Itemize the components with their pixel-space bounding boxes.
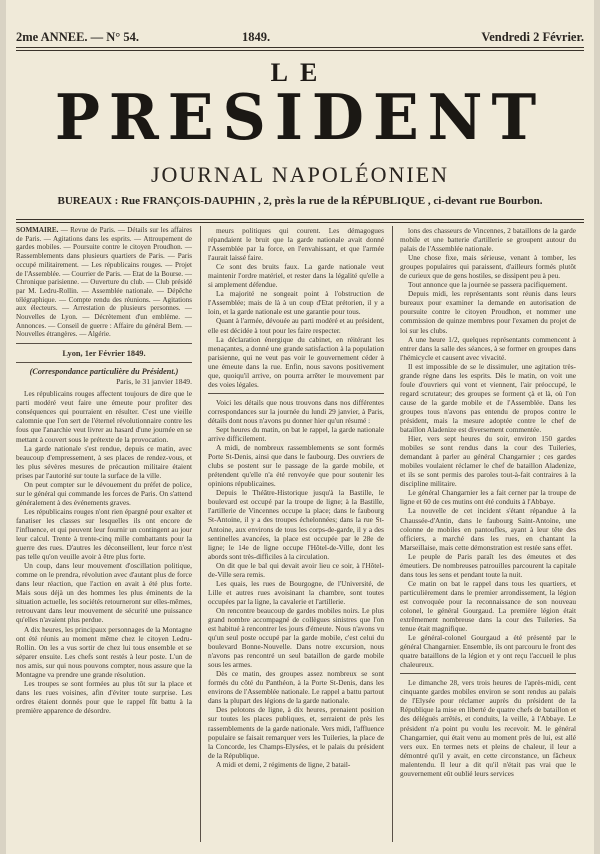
article-paragraph: A midi et demi, 2 régiments de ligne, 2 batail- — [216, 759, 351, 769]
top-rule-2 — [16, 50, 584, 51]
article-paragraph: Tout annonce que la journée se passera pacifiquement. — [408, 280, 568, 290]
article-paragraph: Les quais, les rues de Bourgogne, de l'Université, de Lille et autres rues avoisinant la chambre, sont toutes occupées par la ligne, la cavalerie et l'artillerie. — [208, 578, 384, 606]
issue-date: Vendredi 2 Février. — [481, 30, 584, 44]
article-paragraph: Ce matin on bat le rappel dans tous les quartiers, et particulièrement dans le premier arrondissement, la légion est convoquée pour la reconnaissance de son nouveau colonel, le général Gourgaud. La première légion était extrêmement nombreuse dans la cour des Tuileries. Sa tenue était magnifique. — [400, 578, 576, 634]
article-paragraph: Depuis le Théâtre-Historique jusqu'à la Bastille, le boulevard est occupé par la troupe de ligne; à la Bastille, l'artillerie de Vincennes occupe la place; dans le faubourg St-Antoine, il y a des troupes échelonnées; dans la rue St-Antoine, aux environs de tous les corps-de-garde, il y a des sentinelles avancées, la place est occupée par le 28e de ligne; le 14e de ligne occupe l'Hôtel-de-Ville, dont les abords sont très-difficiles à la circulation. — [208, 488, 384, 561]
article-paragraph: A dix heures, les principaux personnages de la Montagne ont été réunis au moment même chez le citoyen Ledru-Rollin. On les a vus sortir de chez lui tous ensemble et se séparer ensuite. Les chefs sont restés à leur poste. L'un de nos amis, sur qui nous pouvons compter, nous assure que la Montagne va prendre une grande résolution. — [16, 624, 192, 679]
article-paragraph: Voici les détails que nous trouvons dans nos différentes correspondances sur la journée du lundi 29 janvier, à Paris, détails dont nous n'avons pu donner hier qu'un résumé : — [208, 397, 384, 425]
header-bottom-rule-2 — [16, 222, 584, 223]
article-paragraph: Un coup, dans leur mouvement d'oscillation politique, comme on le prendra, révolution avec d'autant plus de force dans leur réaction, que l'action en avait à été plus forte. Mais sous déjà un des hommes les plus éminents de la situation actuelle, les sociétés retourneront sur elles-mêmes, retrouvant dans leur mouvement de sécurité une puissance qu'elles n'avaient plus perdue. — [16, 561, 192, 625]
column-3 — [400, 226, 576, 844]
article-paragraph: Les républicains rouges n'ont rien épargné pour exalter et fanatiser les classes sur lesquelles ils ont encore de l'influence, et qui peuvent leur fournir un contingent au jour leur calcul. Trente à trente-cinq mille combattants pour la guerre des rues. D'autres les déconseillent, leur force n'est pas telle qu'on veuille avoir à être plus forte. — [16, 506, 192, 562]
masthead — [18, 60, 582, 155]
article-paragraph: A midi, de nombreux rassemblements se sont formés Porte St-Denis, ainsi que dans le faubourg. Des ouvriers de clubs se postent sur le passage de la garde mobile, et prétendent qu'elle n'a été renvoyée que pour soutenir les opinions républicaines. — [208, 443, 384, 489]
article-paragraph: La majorité ne songeait point à l'obstruction de l'Assemblée; mais de là à un coup d'Etat prétorien, il y a loin, et la garde nationale est une garantie pour tous. — [208, 289, 384, 317]
column-separator — [392, 226, 393, 842]
article-paragraph: Les républicains rouges affectent toujours de dire que le parti modéré veut faire une émeute pour profiter des conséquences qui pourraient en résulter. C'est une vieille calomnie que l'on sert de l'éternel révolutionnaire contre les fous que l'anarchie veut livrer au hasard d'une journée en se mettant à couvert sous le prétexte de la provocation. — [16, 389, 192, 444]
column-2 — [208, 226, 384, 844]
article-paragraph: Depuis midi, les représentants sont réunis dans leurs bureaux pour examiner la demande en autorisation de poursuite contre le citoyen Proudhon, et nommer une commission de quinze membres pour l'examen du projet de loi sur les clubs. — [400, 289, 576, 335]
article-paragraph: On peut compter sur le dévouement du préfet de police, sur le général qui commande les forces de Paris. On s'attend généralement à des événements graves. — [16, 479, 192, 507]
top-rule — [16, 47, 584, 48]
masthead-le: LE — [270, 58, 330, 87]
article-paragraph: Une chose fixe, mais sérieuse, venant à tomber, les groupes populaires qui paraissent, d'ailleurs formés plutôt de curieux que de gens hostiles, se dissipent peu à peu. — [400, 253, 576, 281]
sommaire-text: — Revue de Paris. — Détails sur les affaires de Paris. — Agitations dans les esprits. — Attroupement de gardes mobiles. — Poursuite contre le citoyen Proudhon. — Rassemblements dans plusieurs quartiers de Paris. — Paris occupé militairement. — Les républicains rouges. — Projet de l'Assemblée. — Courrier de Paris. — Etat de la Bourse. — Chronique parisienne. — Ouverture du club. — Club présidé par M. Ledru-Rollin. — Assemblée nationale. — Dépêche télégraphique. — Compte rendu des réunions. — Agitations aux électeurs. — Arrestation de plusieurs personnes. — Nouvelles de Lyon. — Décrètement d'un emblème. — Annonces. — Conseil de guerre : Affaire du général Bem. — Nouvelles étrangères. — Algérie. — [16, 226, 192, 339]
column-divider — [16, 362, 192, 363]
article-paragraph: Sept heures du matin, on bat le rappel, la garde nationale arrive difficilement. — [208, 424, 384, 444]
article-paragraph: Quant à l'armée, dévouée au parti modéré et au président, elle est décidée à tout pour les faire respecter. — [208, 316, 384, 335]
column-divider — [400, 673, 576, 674]
lyon-heading: Lyon, 1er Février 1849. — [62, 349, 146, 359]
bureaux-address: BUREAUX : Rue FRANÇOIS-DAUPHIN , 2, près la rue de la RÉPUBLIQUE , ci-devant rue Bourbon. — [57, 195, 543, 207]
column-separator — [200, 226, 201, 842]
article-paragraph: A une heure 1/2, quelques représentants commencent à entrer dans la salle des séances, à se former en groupes dans l'hémicycle et causent avec vivacité. — [400, 334, 576, 362]
article-paragraph: Il est impossible de se le dissimuler, une agitation très-grande règne dans les esprits. Dès le matin, on voit une foule d'ouvriers qui vont et viennent, l'air préoccupé, le regard scrutateur; des groupes se forment çà et là, où l'on cause de la garde mobile et de l'Assemblée. Dans les groupes tous n'avons pas entendu de propos contre le président, mais la mesure adoptée contre le chef de bataillon Aladenize est diversement commentée. — [400, 361, 576, 435]
article-paragraph: meurs politiques qui courent. Les démagogues répandaient le bruit que la garde nationale avait donné l'Assemblée par la force, en l'envahissant, et que l'armée l'aurait laissé faire. — [208, 226, 384, 263]
article-paragraph: Dès ce matin, des groupes assez nombreux se sont formés du côté du Panthéon, à la Porte St-Denis, dans les environs de l'Assemblée nationale. Le rappel a battu partout dans la plupart des légions de la garde nationale. — [208, 669, 384, 706]
article-paragraph: La déclaration énergique du cabinet, en réitérant les menaçantes, a donné une grande satisfaction à la population parisienne, qui ne veut pas voir le gouvernement céder à une émeute dans la rue. Enfin, nous savons positivement que, quoiqu'il arrive, on pourra arrêter le mouvement par des voies légales. — [208, 334, 384, 389]
article-paragraph: La nouvelle de cet incident s'étant répandue à la Chaussée-d'Antin, dans le faubourg Saint-Antoine, une colonne de mobiles en pantoufles, ayant à leur tête des officiers, a marché dans les rues, en chantant la Marseillaise, mais cette démonstration est restée sans effet. — [400, 506, 576, 552]
article-paragraph: La garde nationale s'est rendue, depuis ce matin, avec beaucoup d'empressement, à ses places de rendez-vous, et les plus sévères mesures de précaution militaire étaient prises par l'autorité sur toute la surface de la ville. — [16, 443, 192, 480]
article-paragraph: Le peuple de Paris paraît les des émeutes et des émeutiers. De nombreuses patrouilles parcourent la capitale dans tous les sens et pendant toute la nuit. — [400, 551, 576, 579]
article-paragraph: On rencontre beaucoup de gardes mobiles noirs. Le plus grand nombre accompagné de collègues sinistres que l'on est habitué à rencontrer les jours d'émeute. Nous n'avons vu qu'un seul poste occupé par la garde mobile, c'est celui du boulevard Bonne-Nouvelle. Dans notre excursion, nous n'avons pas rencontré un seul bataillon de garde mobile sous les armes. — [208, 605, 384, 670]
header-bottom-rule — [16, 219, 584, 220]
correspondence-dateline: Paris, le 31 janvier 1849. — [116, 377, 192, 387]
sommaire — [16, 226, 192, 339]
masthead-title: PRESIDENT — [54, 81, 546, 155]
issue-number: 2me ANNEE. — N° 54. — [16, 30, 140, 44]
article-paragraph: Ce sont des bruits faux. La garde nationale veut maintenir l'ordre matériel, et rester dans la légalité qu'elle a si amplement défendue. — [208, 262, 384, 290]
article-paragraph: On dit que le bal qui devait avoir lieu ce soir, à l'Hôtel-de-Ville sera remis. — [208, 560, 384, 579]
column-1 — [16, 226, 192, 844]
column-divider — [16, 343, 192, 344]
article-paragraph: Le général Changarnier les a fait cerner par la troupe de ligne et 60 de ces mutins ont été conduits à l'Abbaye. — [400, 488, 576, 507]
correspondence-heading: (Correspondance particulière du Président.) — [29, 367, 179, 377]
article-paragraph: Le général-colonel Gourgaud a été présenté par le général Changarnier. Ensemble, ils ont parcouru le front des quatre bataillons de la légion et y ont reçu l'accueil le plus chaleureux. — [400, 633, 576, 670]
article-paragraph: Des pelotons de ligne, à dix heures, prenaient position sur toutes les places publiques, et, serraient de près les rassemblements de la garde nationale. Vers midi, l'affluence populaire se faisait remarquer vers les Tuileries, la place de la Concorde, les Champs-Elysées, et le palais du président de la République. — [208, 705, 384, 760]
masthead-subtitle: JOURNAL NAPOLÉONIEN — [150, 162, 450, 187]
newspaper-page — [6, 0, 594, 854]
column-divider — [208, 393, 384, 394]
article-paragraph: Les troupes se sont formées au plus tôt sur la place et dans les rues voisines, afin d'éviter toute surprise. Les ordres étaient donnés pour que le rappel fût battu à la première apparence de désordre. — [16, 678, 192, 715]
dateline — [16, 30, 584, 44]
sommaire-label: SOMMAIRE. — [16, 226, 59, 234]
article-paragraph: Le dimanche 28, vers trois heures de l'après-midi, cent cinquante gardes mobiles environ se sont rendus au palais de l'Elysée pour réclamer auprès du président de la République la mise en liberté de quatre chefs de bataillon et des délégués arrêtés, et conduits, la veille, à l'Abbaye. Le président n'a point pu voulu les recevoir. M. le général Changarnier, qui était venu au moment près de lui, est allé vers eux. En termes nets et pleins de chaleur, il leur a démontré qu'il y avait, en cette circonstance, un fâcheux malentendu. Il leur a dit qu'il n'était pas vrai que le gouvernement eût oublié leurs services — [400, 678, 576, 778]
article-paragraph: lons des chasseurs de Vincennes, 2 bataillons de la garde mobile et une batterie d'artillerie se groupent autour du palais de l'Assemblée nationale. — [400, 226, 576, 254]
article-paragraph: Hier, vers sept heures du soir, environ 150 gardes mobiles se sont rendus dans la cour des Tuileries, demandant à parler au général Changarnier ; ces gardes mobiles voulaient réclamer le chef de bataillon Aladenize, et ils se sont permis des paroles tout-à-fait contraires à la discipline militaire. — [400, 434, 576, 489]
year: 1849. — [242, 30, 271, 44]
